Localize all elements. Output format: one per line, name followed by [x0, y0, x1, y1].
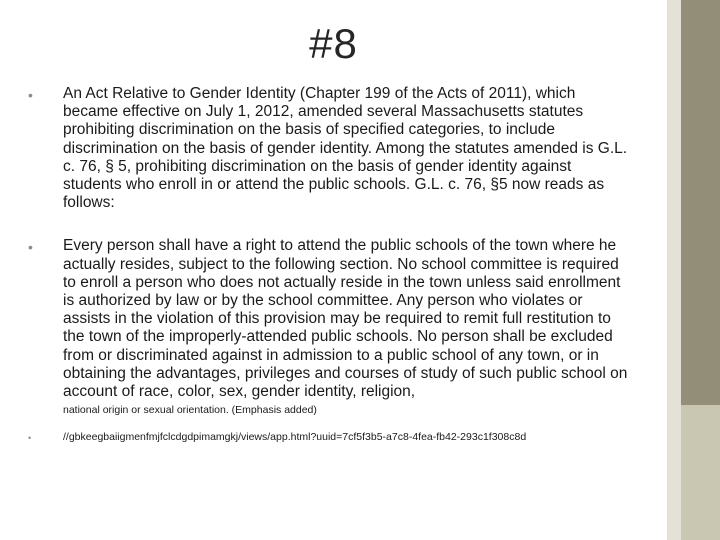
decorative-band-light [667, 0, 681, 540]
bullet-text: An Act Relative to Gender Identity (Chapter 199 of the Acts of 2011), which became effective on July 1, 2012, amended several Massachusetts statutes prohibiting discrimination on the basis of specified categories, to include discrimination on the basis of gender identity. Among the statutes amended is G.L. c. 76, § 5, prohibiting discrimination on the basis of gender identity against students who enroll in or attend the public schools. G.L. c. 76, §5 now reads as follows: [63, 85, 628, 212]
bullet-item [28, 237, 628, 417]
bullet-dot-icon: • [28, 87, 33, 103]
bullet-item [28, 85, 628, 212]
decorative-band-muted [681, 405, 720, 540]
slide-title: #8 [309, 20, 358, 67]
bullet-dot-icon: • [28, 239, 33, 256]
bullet-item [28, 431, 628, 444]
bullet-dot-icon: • [28, 433, 32, 444]
bullet-text: Every person shall have a right to attend the public schools of the town where he actually resides, subject to the following section. No school committee is required to enroll a person who does not actually reside in the town unless said enrollment is authorized by law or by the school committee. Any person who violates or assists in the violation of this provision may be required to remit full restitution to the town of the improperly-attended public schools. No person shall be excluded from or discriminated against in admission to a public school of any town, or in obtaining the advantages, privileges and courses of study of such public school on account of race, color, sex, gender identity, religion, [63, 237, 628, 401]
bullet-text-url: //gbkeegbaiigmenfmjfclcdgdpimamgkj/views/app.html?uuid=7cf5f3b5-a7c8-4fea-fb42-293c1f308c8d [63, 431, 527, 444]
bullet-text-continuation: national origin or sexual orientation. (Emphasis added) [63, 404, 317, 417]
decorative-band-dark [681, 0, 720, 405]
slide-body [28, 85, 628, 444]
